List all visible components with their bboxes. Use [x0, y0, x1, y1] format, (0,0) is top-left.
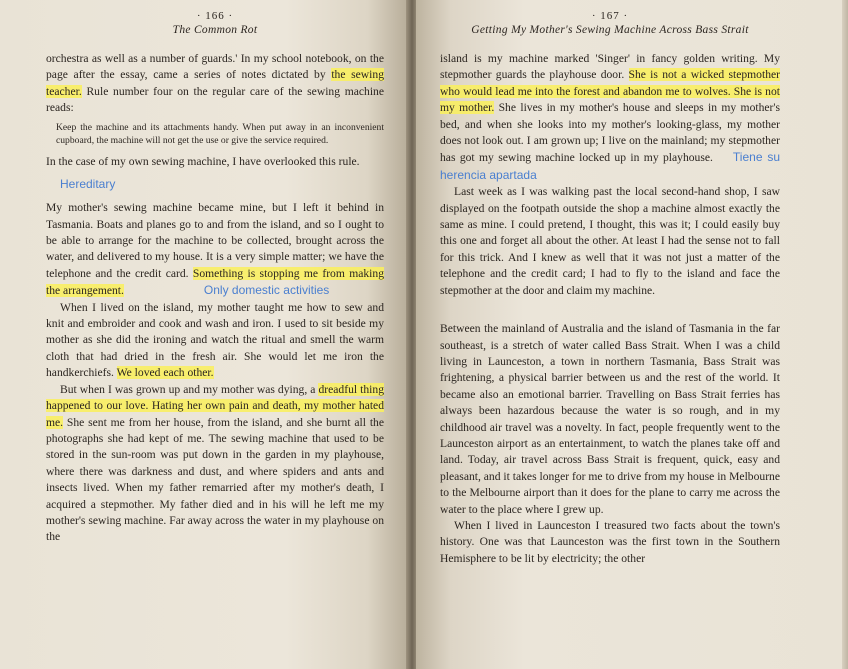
left-page-number: · 166 · — [196, 10, 234, 22]
right-paragraph-4: When I lived in Launceston I treasured two facts about the town's history. One was that Launceston was the first town in the Southern Hemisphere to be lit by electricity; the other — [440, 518, 780, 565]
highlight-loved-each-other: We loved each other. — [116, 366, 214, 380]
left-paragraph-1 — [46, 51, 384, 117]
left-paragraph-4 — [46, 300, 384, 382]
text-run: island is my machine marked 'Singer' in fancy golden writing. My stepmother guards the playhouse door. — [440, 52, 780, 82]
left-paragraph-3 — [46, 200, 384, 299]
text-run: Rule number four on the regular care of the sewing machine reads: — [46, 84, 384, 115]
page-edge — [842, 0, 848, 669]
text-run: She sent me from her house, from the island, and she burnt all the photographs she had kept of me. The sewing machine that used to be stored in the sun-room was put down in the garden in my playhouse, where there was darkness and dust, and where spiders and ants and insects lived. When my father remarried after my mother's death, I acquired a stepmother. My father died and in his will he left me my mother's sewing machine. Far away across the water in my playhouse on the — [46, 415, 384, 544]
highlight-something-stopping: Something is stopping me from making the arrangement. — [46, 266, 384, 298]
highlight-hated-me: dreadful thing happened to our love. Hating her own pain and death, my mother hated me. — [46, 382, 384, 429]
left-page — [0, 0, 408, 669]
left-paragraph-5 — [46, 382, 384, 546]
annotation-domestic-activities: Only domestic activities — [203, 283, 330, 298]
right-running-head: Getting My Mother's Sewing Machine Across Bass Strait — [471, 24, 749, 36]
left-page-text — [46, 10, 384, 546]
section-break — [440, 299, 780, 321]
annotation-hereditary: Hereditary — [60, 177, 116, 192]
right-page-text — [440, 10, 780, 567]
right-page-number: · 167 · — [591, 10, 629, 22]
block-quote-rule-four: Keep the machine and its attachments handy. When put away in an inconvenient cupboard, the machine will not get the use or give the service required. — [56, 121, 384, 147]
right-paragraph-1 — [440, 51, 780, 184]
text-run: She lives in my mother's house and sleeps in my mother's bed, and when she looks into my mother's looking-glass, my mother does not look out. I am grown up; I live on the mainland; my stepmother has got my sewing machine locked up in my playhouse. — [440, 101, 781, 165]
annotation-herencia-apartada: Tiene su herencia apartada — [440, 150, 780, 182]
text-run: When I lived on the island, my mother taught me how to sew and knit and embroider and cook and wash and iron. I used to sit beside my mother as she did the ironing and watch the ritual and smell the warm cloth that had dried in the fresh air. She would let me iron the handkerchiefs. — [46, 300, 384, 380]
right-page — [416, 0, 848, 669]
left-paragraph-2: In the case of my own sewing machine, I have overlooked this rule. — [46, 154, 360, 168]
text-run: orchestra as well as a number of guards.' In my school notebook, on the page after the essay, came a series of notes dictated by — [46, 52, 384, 82]
right-paragraph-3: Between the mainland of Australia and the island of Tasmania in the far southeast, is a stretch of water called Bass Strait. When I was a child living in Launceston, a town in northern Tasmania, Bass Strait was frightening, a physical barrier between us and the rest of the world. It became also an emotional barrier. Travelling on Bass Strait ferries has always been hazardous because the water is so rough, and in my childhood air travel was a novelty. In fact, people frequently went to the Launceston airport as an entertainment, to watch the planes take off and land. Today, air travel across Bass Strait is frequent, quick, easy and pleasant, and it takes longer for me to drive from my house in Melbourne to the Melbourne airport than it does for the plane to carry me across the water to the place where I grew up. — [440, 322, 780, 516]
highlight-wicked-stepmother: She is not a wicked stepmother who would lead me into the forest and abandon me to wolves. She is not my mother. — [440, 68, 780, 115]
highlight-sewing-teacher: the sewing teacher. — [46, 68, 384, 98]
text-run: My mother's sewing machine became mine, but I left it behind in Tasmania. Boats and planes go to and from the island, and so I ought to be able to arrange for the machine to be collected, brought across the water, and delivered to my house. It is a very simple matter; we have the telephone and the credit card. — [46, 201, 384, 280]
text-run: But when I was grown up and my mother was dying, a — [60, 382, 319, 396]
right-paragraph-2: Last week as I was walking past the local second-hand shop, I saw displayed on the footpath outside the shop a machine almost exactly the same as mine. I could pretend, I thought, this was it; I could easily buy this one and forget all about the other. At least I had the sense not to fall for this trick. And I knew as well that it was not just a matter of the telephone and the credit card; I had to fly to the island and face the stepmother at the door and claim my machine. — [440, 185, 780, 297]
left-running-head: The Common Rot — [172, 24, 258, 36]
